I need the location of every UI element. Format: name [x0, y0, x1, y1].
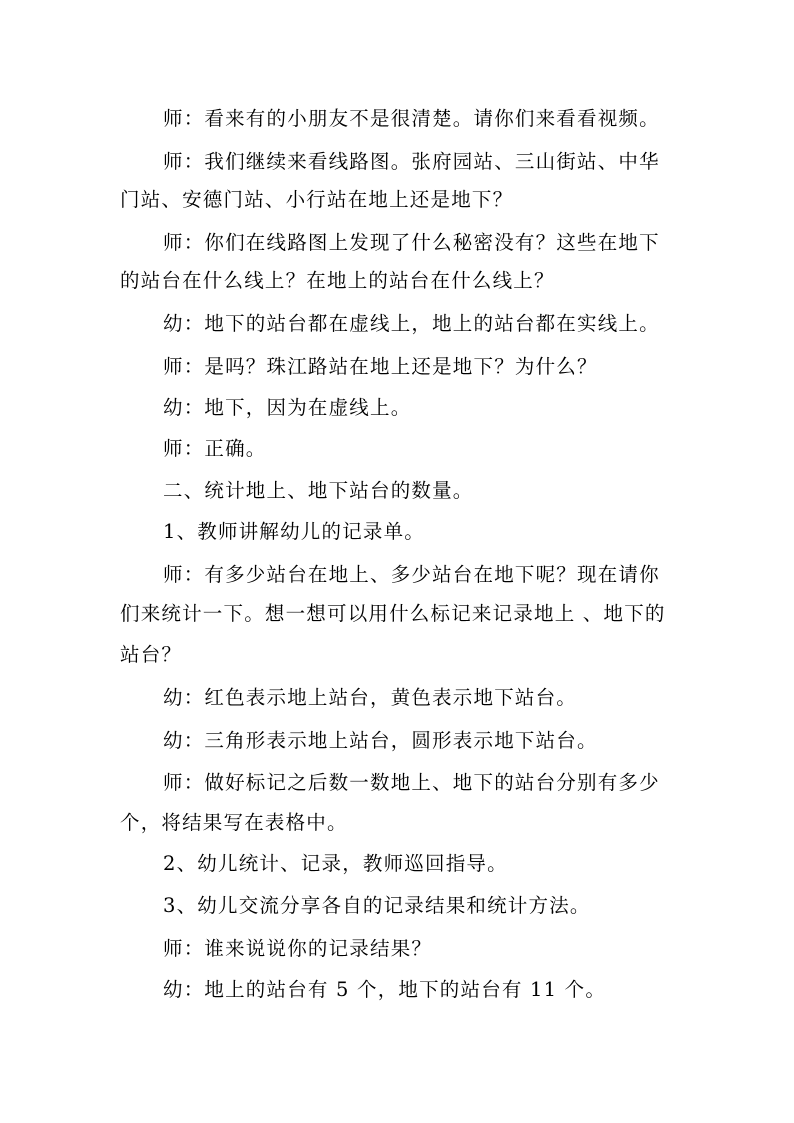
paragraph-line: 师：你们在线路图上发现了什么秘密没有？这些在地下	[163, 231, 660, 254]
paragraph-line: 门站、安德门站、小行站在地上还是地下？	[120, 188, 514, 211]
paragraph-line: 幼：地下，因为在虚线上。	[163, 396, 412, 419]
paragraph-line: 师：有多少站台在地上、多少站台在地下呢？现在请你	[163, 563, 660, 586]
paragraph-line: 们来统计一下。想一想可以用什么标记来记录地上 、地下的	[120, 602, 666, 625]
paragraph-line: 幼：地下的站台都在虚线上，地上的站台都在实线上。	[163, 312, 660, 335]
paragraph-line: 站台？	[120, 643, 183, 666]
paragraph-line: 师：谁来说说你的记录结果？	[163, 937, 433, 960]
paragraph-line: 师：做好标记之后数一数地上、地下的站台分别有多少	[163, 771, 660, 794]
paragraph-line: 师：是吗？珠江路站在地上还是地下？为什么？	[163, 355, 598, 378]
paragraph-line: 个，将结果写在表格中。	[120, 811, 348, 834]
numbered-item: 2、幼儿统计、记录，教师巡回指导。	[163, 852, 508, 875]
paragraph-line: 幼：地上的站台有 5 个，地下的站台有 11 个。	[163, 978, 607, 1001]
paragraph-line: 幼：三角形表示地上站台，圆形表示地下站台。	[163, 729, 598, 752]
paragraph-line: 师：正确。	[163, 437, 267, 460]
paragraph-line: 的站台在什么线上？在地上的站台在什么线上？	[120, 269, 555, 292]
paragraph-line: 幼：红色表示地上站台，黄色表示地下站台。	[163, 686, 578, 709]
section-heading: 二、统计地上、地下站台的数量。	[163, 479, 474, 502]
paragraph-line: 师：我们继续来看线路图。张府园站、三山街站、中华	[163, 150, 660, 173]
paragraph-line: 师：看来有的小朋友不是很清楚。请你们来看看视频。	[163, 107, 660, 130]
numbered-item: 3、幼儿交流分享各自的记录结果和统计方法。	[163, 894, 591, 917]
numbered-item: 1、教师讲解幼儿的记录单。	[163, 520, 426, 543]
